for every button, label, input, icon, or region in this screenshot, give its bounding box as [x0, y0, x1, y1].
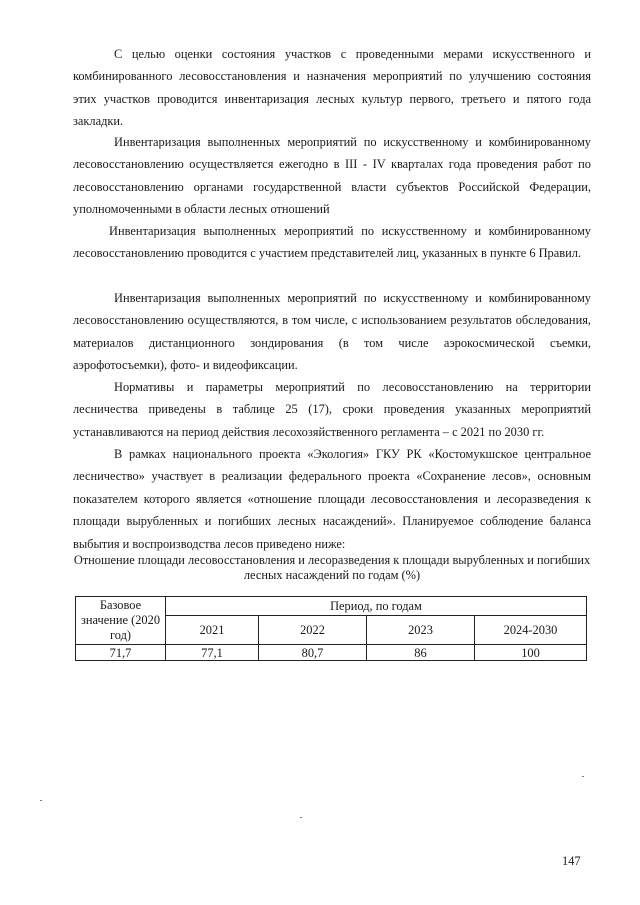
body-text-5 — [73, 376, 591, 443]
body-text-6 — [73, 443, 591, 555]
paragraph-4: Инвентаризация выполненных мероприятий по искусственному и комбинированному лесовосстановлению осуществляются, в том числе, с использованием результатов обследования, материалов дистанционного зондирования (в том числе аэрокосмической съемки, аэрофотосъемки), фото- и видеофиксации. — [73, 291, 591, 373]
paragraph-3: Инвентаризация выполненных мероприятий по искусственному и комбинированному лесовосстановлению проводится с участием представителей лиц, указанных в пункте 6 Правил. — [73, 224, 591, 261]
scan-speck — [300, 817, 302, 818]
table-header-row — [76, 597, 587, 616]
body-text-4 — [73, 287, 591, 377]
balance-table — [75, 596, 587, 661]
base-value-cell: 71,7 — [76, 645, 166, 661]
value-cell: 80,7 — [259, 645, 367, 661]
period-header-cell: Период, по годам — [166, 597, 587, 616]
value-cell: 100 — [475, 645, 587, 661]
body-text — [73, 43, 591, 133]
paragraph-5: Нормативы и параметры мероприятий по лесовосстановлению на территории лесничества приведены в таблице 25 (17), сроки проведения указанных мероприятий устанавливаются на период действия лесохозяйственного регламента – с 2021 по 2030 гг. — [73, 380, 591, 439]
year-header-cell: 2021 — [166, 616, 259, 645]
page-number: 147 — [562, 854, 581, 868]
paragraph-1: С целью оценки состояния участков с проведенными мерами искусственного и комбинированного лесовосстановления и назначения мероприятий по улучшению состояния этих участков проводится инвентаризация лесных культур первого, третьего и пятого года закладки. — [73, 47, 591, 129]
table-row — [76, 645, 587, 661]
base-header-cell: Базовое значение (2020 год) — [76, 597, 166, 645]
year-header-cell: 2023 — [367, 616, 475, 645]
year-header-cell: 2024-2030 — [475, 616, 587, 645]
paragraph-2: Инвентаризация выполненных мероприятий по искусственному и комбинированному лесовосстановлению осуществляется ежегодно в III - IV кварталах года проведения работ по лесовосстановлению органами государственной власти субъектов Российской Федерации, уполномоченными в области лесных отношений — [73, 135, 591, 217]
paragraph-6: В рамках национального проекта «Экология» ГКУ РК «Костомукшское центральное лесничество» участвует в реализации федерального проекта «Сохранение лесов», основным показателем которого является «отношение площади лесовосстановления и лесоразведения к площади вырубленных и погибших лесных насаждений». Планируемое соблюдение баланса выбытия и воспроизводства лесов приведено ниже: — [73, 447, 591, 551]
year-header-cell: 2022 — [259, 616, 367, 645]
scan-speck — [40, 800, 42, 801]
value-cell: 77,1 — [166, 645, 259, 661]
scan-speck — [582, 776, 584, 777]
value-cell: 86 — [367, 645, 475, 661]
body-text-2 — [73, 131, 591, 221]
body-text-3 — [73, 220, 591, 265]
table-caption: Отношение площади лесовосстановления и лесоразведения к площади вырубленных и погибших лесных насаждений по годам (%) — [73, 553, 591, 582]
